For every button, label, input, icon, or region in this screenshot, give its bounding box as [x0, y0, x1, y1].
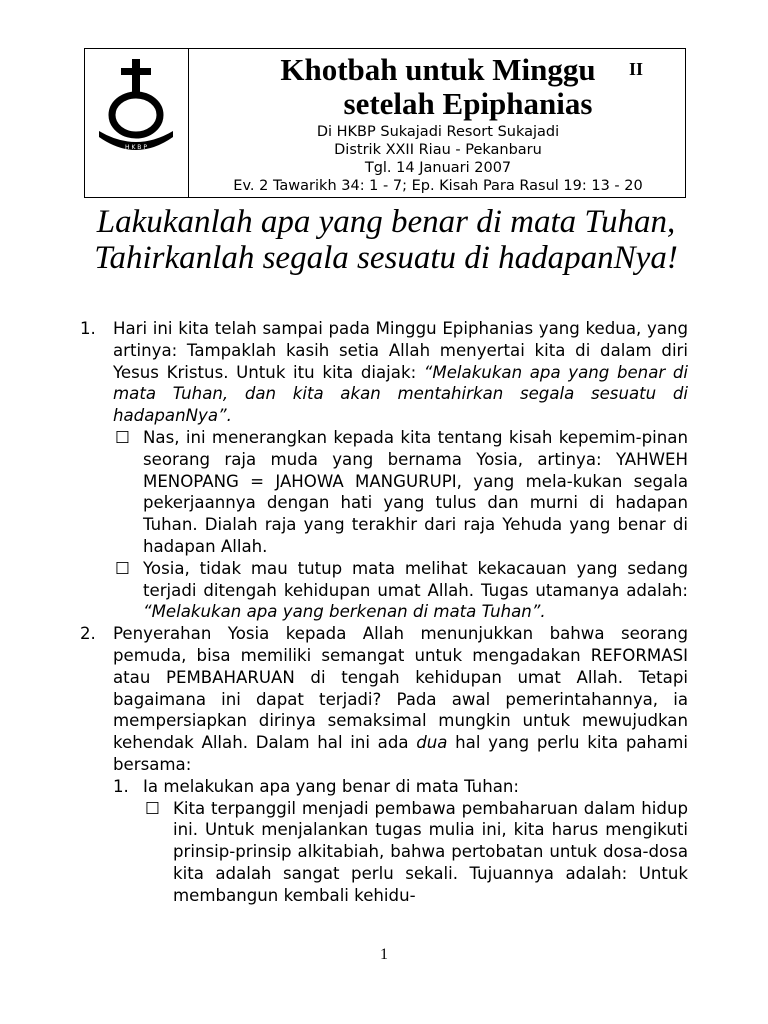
- district-text: Distrik XXII Riau - Pekanbaru: [334, 142, 542, 158]
- title-line-2: setelah Epiphanias: [343, 86, 593, 121]
- bullet-item: [113, 427, 688, 558]
- sermon-body: [80, 318, 688, 907]
- title-number: II: [629, 59, 644, 79]
- checkbox-marker-icon: ☐: [115, 427, 130, 447]
- subitem-number: 1.: [113, 776, 129, 796]
- section-number: 1.: [80, 319, 96, 338]
- hkbp-cross-logo-icon: [95, 55, 177, 177]
- date-text: Tgl. 14 Januari 2007: [364, 160, 512, 176]
- section-text-italic: dua: [416, 733, 448, 753]
- bullet-text: Nas, ini menerangkan kepada kita tentang kisah kepemim-pinan seorang raja muda yang bernama Yosia, artinya: YAHWEH MENOPANG = JAHOWA MANGURUPI, yang mela-kukan segala pekerjaannya dengan hati yang tulus dan murni di hadapan Tuhan. Dialah raja yang terakhir dari raja Yehuda yang benar di hadapan Allah.: [143, 427, 688, 556]
- section-text: Penyerahan Yosia kepada Allah menunjukkan bahwa seorang pemuda, bisa memiliki semangat untuk mengadakan REFORMASI atau PEMBAHARUAN di tengah kehidupan umat Allah. Tetapi bagaimana ini dapat terjadi? Pada awal pemerintahannya, ia mempersiapkan dirinya semaksimal mungkin untuk mewujudkan kehendak Allah. Dalam hal ini ada: [113, 624, 688, 753]
- subitem-text: Ia melakukan apa yang benar di mata Tuhan:: [143, 776, 519, 796]
- logo-text: H K B P: [125, 144, 147, 151]
- bullet-item: [143, 798, 688, 907]
- section-text-italic: “Melakukan apa yang benar di mata Tuhan, dan kita akan mentahirkan segala sesuatu di hadapanNya”.: [113, 362, 688, 426]
- location-text: Di HKBP Sukajadi Resort Sukajadi: [316, 124, 560, 140]
- bullet-item: [113, 558, 688, 623]
- title-line-1: Khotbah untuk Minggu: [280, 52, 596, 87]
- checkbox-marker-icon: ☐: [145, 798, 160, 818]
- sermon-subtitle: Lakukanlah apa yang benar di mata Tuhan, Tahirkanlah segala sesuatu di hadapanNya!: [94, 204, 678, 276]
- subitem: [113, 776, 688, 907]
- section-text-cont: hal yang perlu kita pahami bersama:: [113, 733, 688, 774]
- section-2: [80, 623, 688, 906]
- section-text: Hari ini kita telah sampai pada Minggu Epiphanias yang kedua, yang artinya: Tampaklah kasih setia Allah menyertai kita di dalam diri Yesus Kristus. Untuk itu kita diajak:: [113, 319, 688, 382]
- section-1: [80, 318, 688, 623]
- bullet-text-italic: “Melakukan apa yang berkenan di mata Tuhan”.: [143, 602, 546, 622]
- header-box: [84, 48, 686, 198]
- bullet-text: Kita terpanggil menjadi pembawa pembaharuan dalam hidup ini. Untuk menjalankan tugas mulia ini, kita harus mengikuti prinsip-prinsip alkitabiah, bahwa pertobatan untuk dosa-dosa kita adalah sangat perlu sekali. Tujuannya adalah: Untuk membangun kembali kehidu-: [173, 798, 688, 905]
- page-number: 1: [380, 946, 388, 963]
- checkbox-marker-icon: ☐: [115, 558, 130, 578]
- bullet-text: Yosia, tidak mau tutup mata melihat kekacauan yang sedang terjadi ditengah kehidupan umat Allah. Tugas utamanya adalah:: [143, 558, 688, 600]
- readings-text: Ev. 2 Tawarikh 34: 1 - 7; Ep. Kisah Para Rasul 19: 13 - 20: [233, 178, 643, 194]
- section-number: 2.: [80, 624, 96, 644]
